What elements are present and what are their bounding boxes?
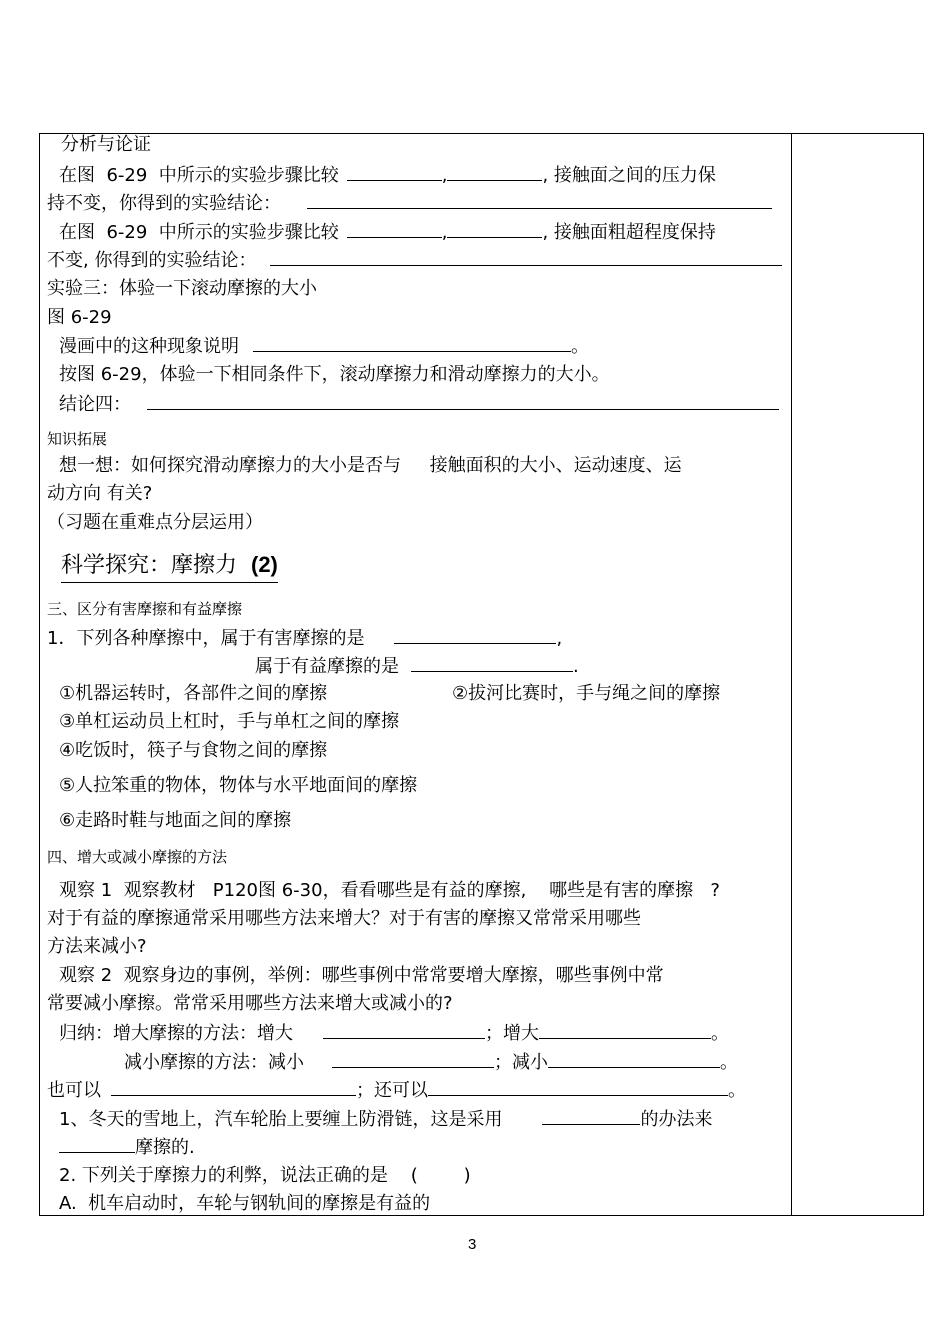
question-conclusion-2: 不变, 你得到的实验结论： <box>47 249 782 272</box>
observation-1-cont-2: 方法来减小? <box>47 936 147 957</box>
exercise-note: （习题在重难点分层运用） <box>47 512 263 533</box>
observation-2-cont: 常要减小摩擦。常常采用哪些方法来增大或减小的? <box>47 993 453 1014</box>
instruction-rolling-friction: 按图 6-29，体验一下相同条件下，滚动摩擦力和滑动摩擦力的大小。 <box>59 364 610 385</box>
exercise-1-cont: 摩擦的. <box>59 1136 195 1159</box>
column-divider <box>791 133 792 1216</box>
section-title: 科学探究：摩擦力 (2) <box>61 551 278 583</box>
observation-2: 观察 2 观察身边的事例，举例：哪些事例中常常要增大摩擦，哪些事例中常 <box>59 965 664 986</box>
question-cartoon: 漫画中的这种现象说明 。 <box>59 336 589 357</box>
summary-also: 也可以 ；还可以 。 <box>47 1080 746 1101</box>
section-knowledge-extension: 知识拓展 <box>47 430 108 448</box>
observation-1-cont: 对于有益的摩擦通常采用哪些方法来增大？对于有害的摩擦又常常采用哪些 <box>47 908 641 929</box>
question-1-harmful: 1．下列各种摩擦中，属于有害摩擦的是 , <box>47 628 563 649</box>
experiment-three-title: 实验三：体验一下滚动摩擦的大小 <box>47 278 317 299</box>
question-step-compare-1: 在图 6-29 中所示的实验步骤比较 , , 接触面之间的压力保 <box>59 165 716 186</box>
section-four-title: 四、增大或减小摩擦的方法 <box>47 848 228 866</box>
page-number: 3 <box>468 1236 477 1253</box>
option-5: ⑤人拉笨重的物体，物体与水平地面间的摩擦 <box>59 775 418 796</box>
exercise-2: 2. 下列关于摩擦力的利弊，说法正确的是 ( ) <box>59 1165 471 1186</box>
question-step-compare-2: 在图 6-29 中所示的实验步骤比较 , , 接触面粗超程度保持 <box>59 222 716 243</box>
think-question: 想一想：如何探究滑动摩擦力的大小是否与 接触面积的大小、运动速度、运 <box>59 455 682 476</box>
option-6: ⑥走路时鞋与地面之间的摩擦 <box>59 810 292 831</box>
think-question-cont: 动方向 有关? <box>47 483 153 504</box>
observation-1: 观察 1 观察教材 P120图 6-30，看看哪些是有益的摩擦, 哪些是有害的摩擦 ? <box>59 880 720 901</box>
question-1-beneficial: 属于有益摩擦的是 . <box>255 656 579 677</box>
exercise-2-option-a: A. 机车启动时，车轮与钢轨间的摩擦是有益的 <box>59 1193 431 1214</box>
exercise-1: 1、冬天的雪地上，汽车轮胎上要缠上防滑链，这是采用 的办法来 <box>59 1109 713 1130</box>
summary-decrease: 减小摩擦的方法：减小 ；减小 。 <box>124 1052 738 1073</box>
question-conclusion-4: 结论四： <box>59 393 779 416</box>
option-1: ①机器运转时，各部件之间的摩擦 <box>59 683 328 704</box>
text-analysis: 分析与论证 <box>61 134 151 155</box>
summary-increase: 归纳：增大摩擦的方法：增大 ；增大 。 <box>59 1023 729 1044</box>
question-conclusion-1: 持不变，你得到的实验结论： <box>47 192 772 215</box>
option-3: ③单杠运动员上杠时，手与单杠之间的摩擦 <box>59 711 400 732</box>
option-4: ④吃饭时，筷子与食物之间的摩擦 <box>59 740 328 761</box>
figure-label: 图 6-29 <box>47 307 112 328</box>
section-three-title: 三、区分有害摩擦和有益摩擦 <box>47 600 243 618</box>
option-2: ②拔河比赛时，手与绳之间的摩擦 <box>452 683 721 704</box>
